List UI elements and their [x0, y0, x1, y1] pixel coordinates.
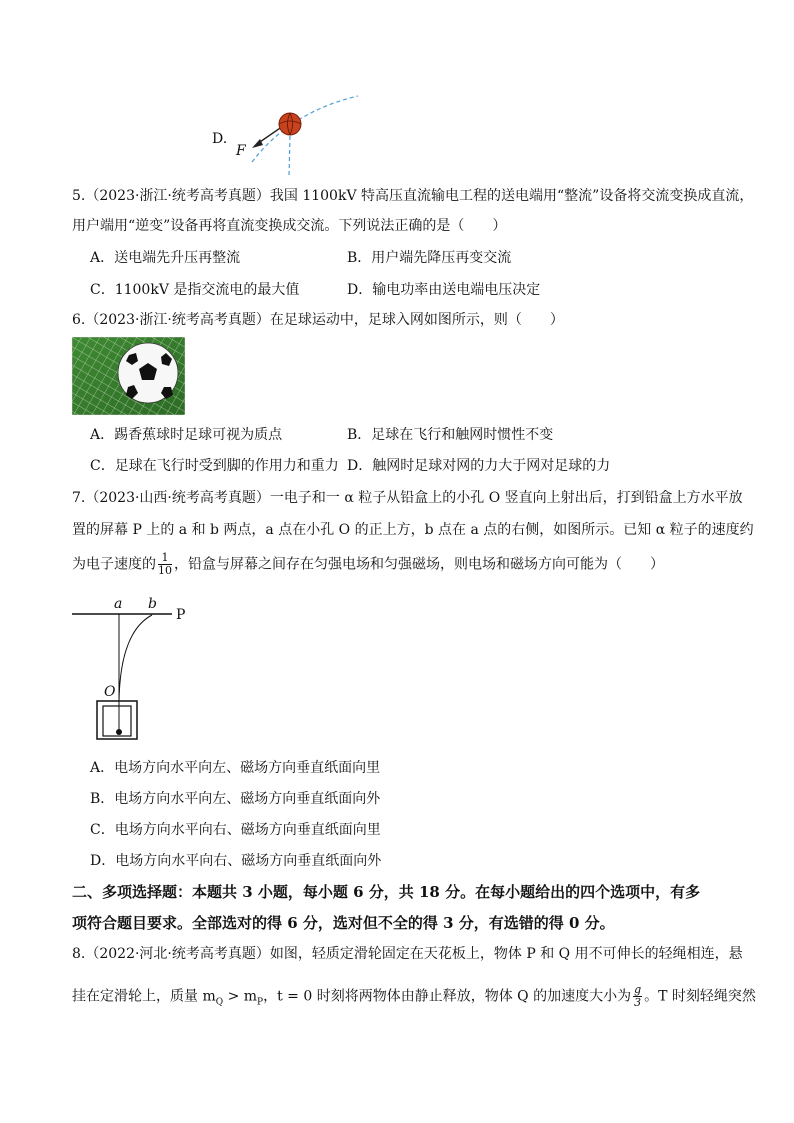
q7-option-a: A．电场方向水平向左、磁场方向垂直纸面向里 [90, 760, 381, 776]
q7-label-b: b [148, 596, 157, 612]
q6-option-c: C．足球在飞行时受到脚的作用力和重力 [90, 458, 339, 474]
fraction-one-tenth: $\frac{1}{10}$ [158, 551, 172, 577]
q7-option-b: B．电场方向水平向左、磁场方向垂直纸面向外 [90, 791, 381, 807]
q7-label-o: O [104, 684, 116, 700]
q6-football-net-photo [72, 337, 185, 415]
q7-stem-line2: 置的屏幕 P 上的 a 和 b 两点，a 点在小孔 O 的正上方，b 点在 a 点的右侧，如图所示。已知 α 粒子的速度约 [72, 522, 754, 538]
q7-label-p: P [176, 607, 186, 623]
q7-option-d: D．电场方向水平向右、磁场方向垂直纸面向外 [90, 853, 382, 869]
q6-option-a: A．踢香蕉球时足球可视为质点 [90, 427, 283, 443]
fraction-g-over-3: $\frac{g}{3}$ [634, 983, 642, 1009]
q5-option-b: B．用户端先降压再变交流 [347, 250, 512, 266]
q8-stem-line1: 8.（2022·河北·统考高考真题）如图，轻质定滑轮固定在天花板上，物体 P 和 Q 用不可伸长的轻绳相连，悬 [72, 946, 743, 962]
q5-option-c: C．1100kV 是指交流电的最大值 [90, 282, 300, 298]
trajectory-curve [252, 96, 358, 162]
force-label: F [236, 143, 246, 159]
basketball-icon [279, 113, 301, 135]
q6-option-b: B．足球在飞行和触网时惯性不变 [347, 427, 554, 443]
q4-option-d-label: D. [212, 131, 228, 147]
q7-stem-line1: 7.（2023·山西·统考高考真题）一电子和一 α 粒子从铅盒上的小孔 O 竖直向上射出后，打到铅盒上方水平放 [72, 490, 743, 506]
q6-option-d: D．触网时足球对网的力大于网对足球的力 [347, 458, 611, 474]
q7-stem-line3: 为电子速度的 $\frac{1}{10}$ ，铅盒与屏幕之间存在匀强电场和匀强磁场，则电场和磁场方向可能为（ ） [72, 551, 664, 577]
q7-option-c: C．电场方向水平向右、磁场方向垂直纸面向里 [90, 822, 381, 838]
vertical-dashed-line [289, 136, 290, 176]
section2-heading-line1: 二、多项选择题：本题共 3 小题，每小题 6 分，共 18 分。在每小题给出的四个选项中，有多 [72, 883, 701, 901]
q5-option-d: D．输电功率由送电端电压决定 [347, 282, 541, 298]
q7-label-a: a [114, 596, 123, 612]
q5-stem-line2: 用户端用“逆变”设备再将直流变换成交流。下列说法正确的是（ ） [72, 218, 507, 234]
path-b [119, 615, 152, 732]
q5-option-a: A．送电端先升压再整流 [90, 250, 241, 266]
source-dot [116, 729, 122, 735]
q5-stem-line1: 5.（2023·浙江·统考高考真题）我国 1100kV 特高压直流输电工程的送电端用“整流”设备将交流变换成直流， [72, 188, 754, 204]
q8-stem-line2: 挂在定滑轮上，质量 $m_Q > m_P$，t = 0 时刻将两物体由静止释放，物体 Q 的加速度大小为 $\frac{g}{3}$ 。T 时刻轻绳突然 [72, 983, 756, 1009]
q6-stem: 6.（2023·浙江·统考高考真题）在足球运动中，足球入网如图所示，则（ ） [72, 312, 564, 328]
section2-heading-line2: 项符合题目要求。全部选对的得 6 分，选对但不全的得 3 分，有选错的得 0 分。 [72, 914, 615, 932]
q4-option-d-figure [230, 92, 370, 176]
